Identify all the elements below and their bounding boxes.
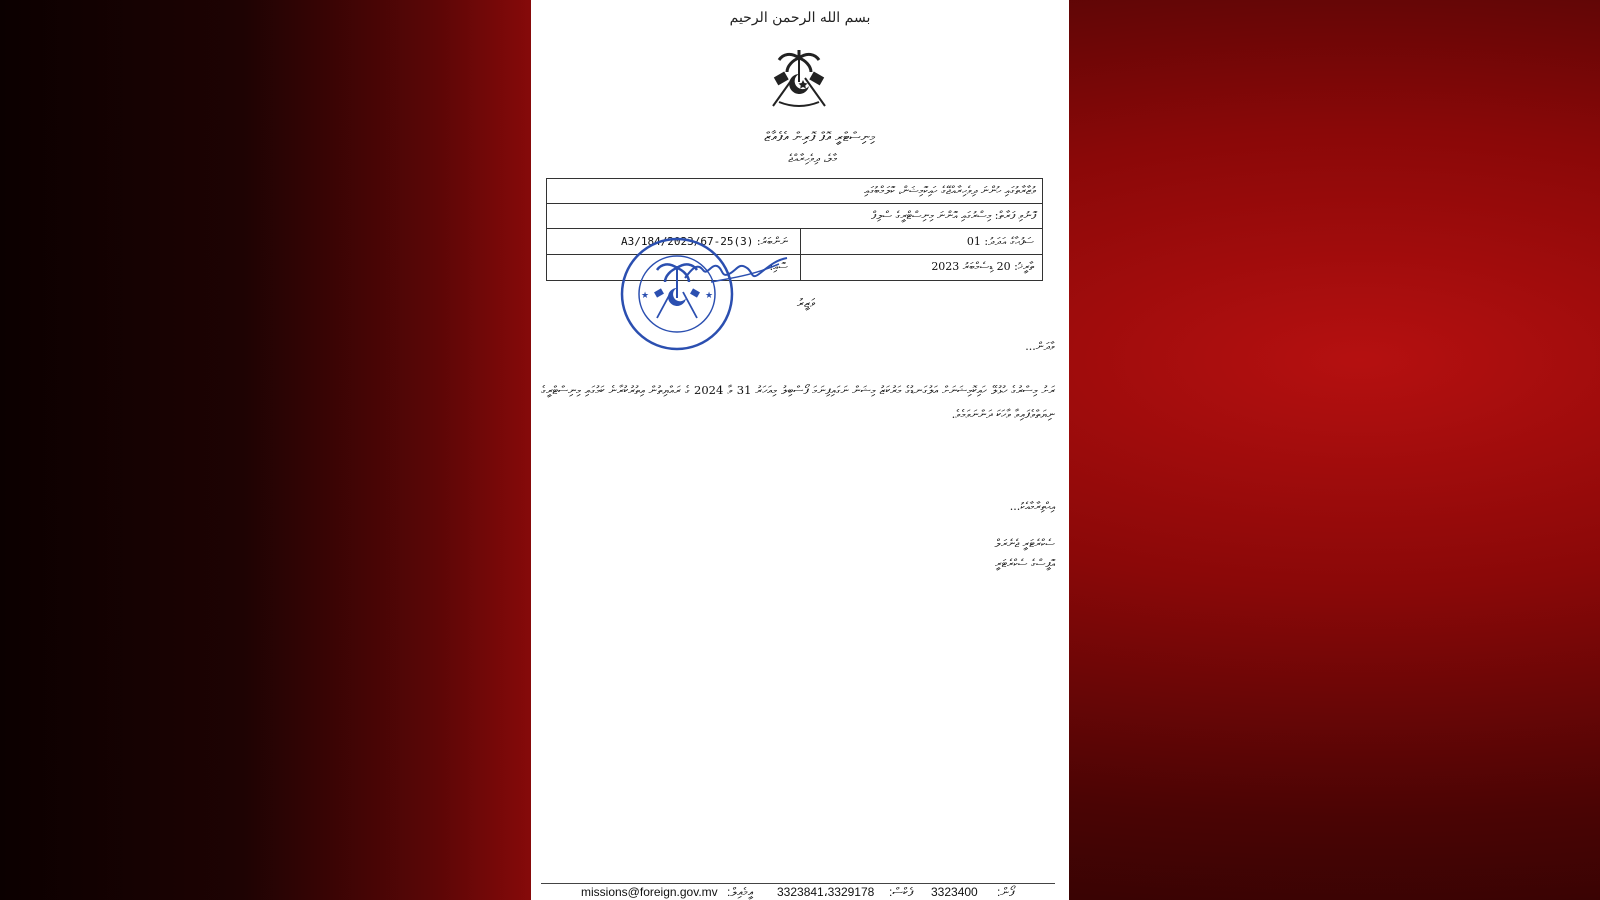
- background-left: [0, 0, 540, 900]
- ministry-city: މާލެ، ދިވެހިރާއްޖެ: [788, 152, 837, 165]
- footer-fax: 3323841،3329178: [777, 885, 875, 899]
- subject-row: [547, 179, 1042, 204]
- footer-email[interactable]: missions@foreign.gov.mv: [581, 885, 718, 899]
- date-field: [931, 260, 1034, 274]
- footer-phone: 3323400: [931, 885, 978, 899]
- signer-name: ސެކްރެޓަރީ ޖެނެރަލް: [994, 537, 1055, 550]
- attachments-field: [967, 235, 1034, 249]
- date-value: 20 ޑިސެމްބަރު 2023: [931, 260, 1011, 273]
- table-divider: [800, 229, 801, 280]
- recipient-row: [547, 204, 1042, 229]
- closing: އިޙްތިރާމާއެކު...: [1009, 500, 1055, 513]
- attachments-label: ސަފުޙާގެ އަދަދު:: [984, 235, 1034, 248]
- reference-number: (3)25-A3/184/2023/67: [620, 235, 754, 248]
- handwritten-signature-icon: [681, 252, 791, 292]
- footer-divider: [541, 883, 1055, 884]
- footer-phone-label: ފޯން:: [997, 885, 1015, 899]
- ministry-name: މިނިސްޓްރީ އޮފް ފޮރިން އެފެއާޒް: [764, 130, 875, 145]
- document-page: [531, 0, 1069, 900]
- date-label: ތާރީޚު:: [1014, 260, 1034, 273]
- svg-text:★: ★: [705, 291, 714, 301]
- footer-email-label: އީމެއިލް:: [727, 885, 754, 899]
- contact-footer: [531, 885, 1069, 900]
- subject-text: ވުޒާރާތުގައި ހުންނަ ދިވެހިރާއްޖޭގެ ހައިކޮމިޝަން، ކޮލަމްބުގައި: [864, 184, 1036, 197]
- addressee: ވަޒީރު: [796, 296, 815, 310]
- greeting: ވާދަން...: [1025, 340, 1055, 353]
- maldives-emblem-icon: [765, 48, 833, 112]
- signer-title: އޮފީސްގެ ސެކްރެޓަރީ: [995, 557, 1055, 570]
- signed-label: ސޮއި:: [769, 260, 788, 273]
- reference-label: ނަންބަރު:: [756, 235, 788, 248]
- svg-text:★: ★: [641, 291, 650, 301]
- attachments-value: 01: [966, 235, 981, 248]
- recipient-text: ފޮނުވި ފަރާތް: މިސްރުގައި އޮންނަ މިނިސްޓްރީގެ ސްލިފް: [871, 209, 1036, 222]
- letter-body: ރަށު މިސްރުގެ ހުޅުލޭ ހައިކޮމިޝަނަށް އަލުގަނޑުގެ މަރުކަޒު މިޝަން ނަގައިފިނަމަ ފޯސްބިލު މިއަހަރު 31 ވާ 2024 ގެ ރައްޔިތުން އިތުރުކުރާނެ ކަމުގައި މިނިސްޓްރީގެ ނިޔަތްވެފައިވާ ވާހަކަ ދަންނަވަމެވެ.: [541, 383, 1055, 421]
- footer-fax-label: ފެކްސް:: [889, 885, 913, 899]
- bismillah-header: بسم الله الرحمن الرحيم: [729, 10, 871, 26]
